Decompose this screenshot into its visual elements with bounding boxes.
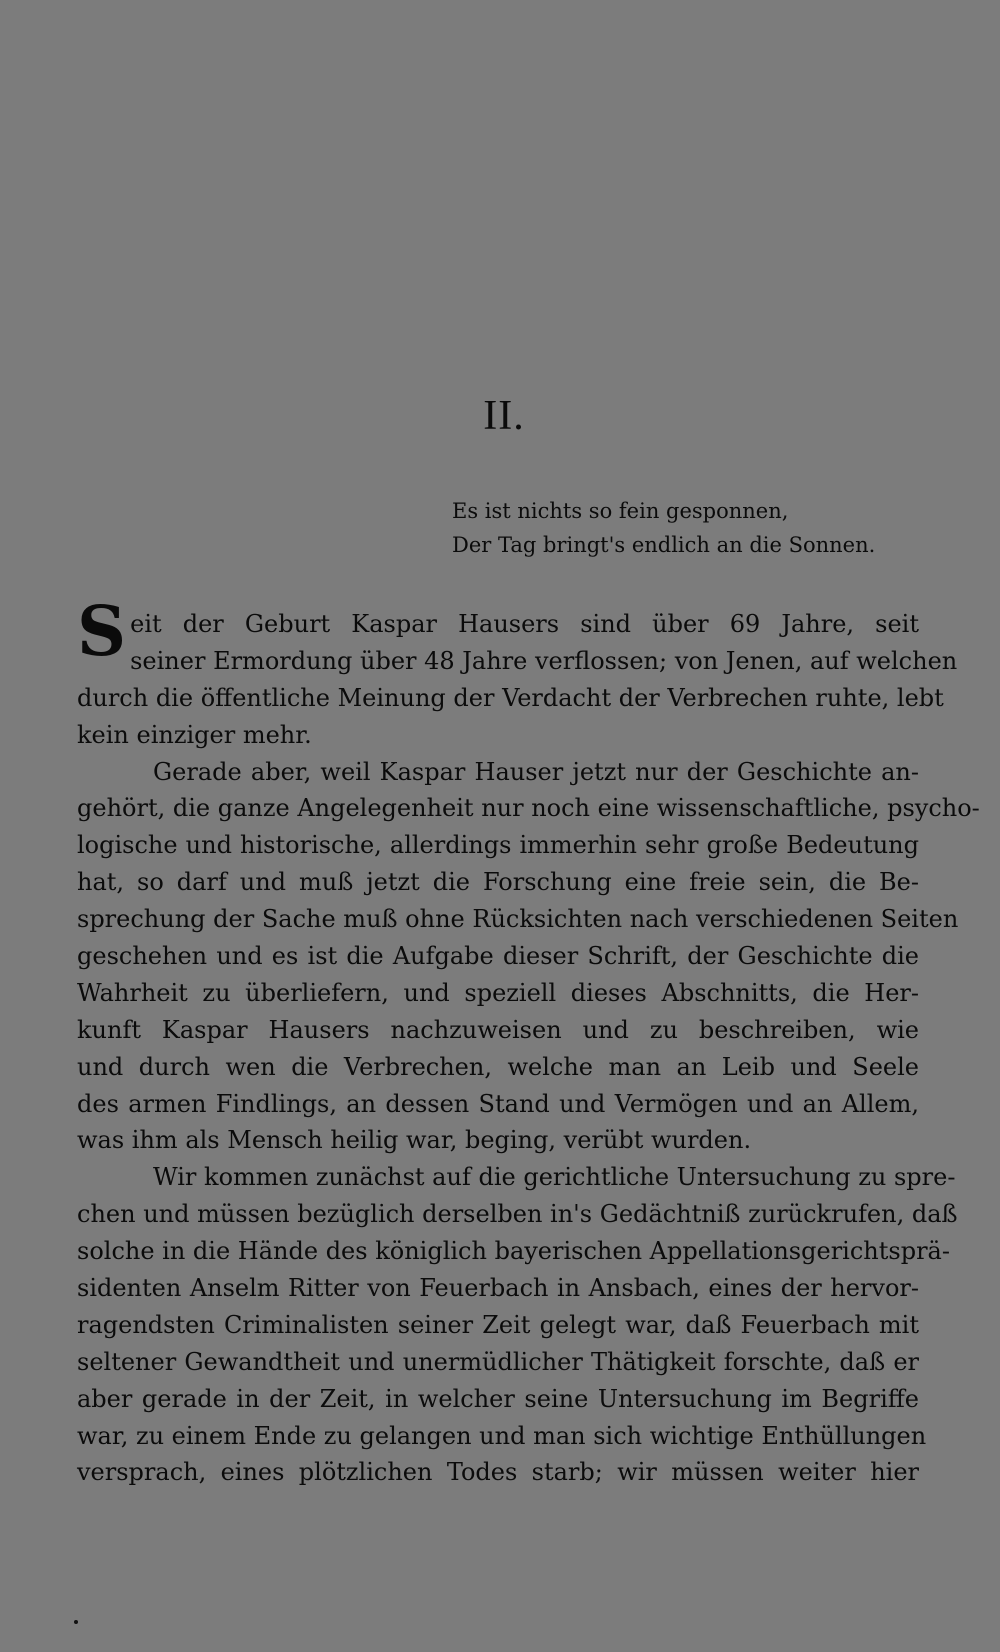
text-line: hat, so darf und muß jetzt die Forschung eine freie sein, die Be- [77,868,919,897]
text-line: Wahrheit zu überliefern, und speziell dieses Abschnitts, die Her- [77,978,919,1007]
text-line: des armen Findlings, an dessen Stand und Vermögen und an Allem, [77,1089,919,1118]
text-line: kein einziger mehr. [77,720,312,749]
text-line: gehört, die ganze Angelegenheit nur noch eine wissenschaftliche, psycho- [77,794,980,823]
text-line: sprechung der Sache muß ohne Rücksichten nach verschiedenen Seiten [77,905,959,934]
text-line: Wir kommen zunächst auf die gerichtliche Untersuchung zu spre- [153,1163,956,1192]
text-line: Gerade aber, weil Kaspar Hauser jetzt nur der Geschichte an- [153,757,919,786]
paragraph-1 [77,592,958,754]
text-line: seltener Gewandtheit und unermüdlicher Thätigkeit forschte, daß er [77,1347,919,1376]
text-line: logische und historische, allerdings immerhin sehr große Bedeutung [77,831,919,860]
text-line: was ihm als Mensch heilig war, beging, verübt wurden. [77,1126,752,1155]
epigraph-line: Es ist nichts so fein gesponnen, [452,499,789,523]
text-line: war, zu einem Ende zu gelangen und man sich wichtige Enthüllungen [77,1421,927,1450]
epigraph [452,494,875,562]
text-line: chen und müssen bezüglich derselben in's Gedächtniß zurückrufen, daß [77,1200,958,1229]
chapter-numeral: II. [483,393,525,439]
text-line: seiner Ermordung über 48 Jahre verflossen; von Jenen, auf welchen [130,646,958,675]
ink-speck [74,1620,78,1624]
body-text [77,592,980,1491]
drop-cap: S [77,592,127,672]
text-line: durch die öffentliche Meinung der Verdacht der Verbrechen ruhte, lebt [77,683,944,712]
text-line: aber gerade in der Zeit, in welcher seine Untersuchung im Begriffe [77,1384,919,1413]
paragraph-2 [77,754,980,1160]
text-line: solche in die Hände des königlich bayerischen Appellationsgerichtsprä- [77,1237,950,1266]
text-line: ragendsten Criminalisten seiner Zeit gelegt war, daß Feuerbach mit [77,1310,919,1339]
epigraph-line: Der Tag bringt's endlich an die Sonnen. [452,533,876,557]
text-line: kunft Kaspar Hausers nachzuweisen und zu beschreiben, wie [77,1015,919,1044]
text-line: eit der Geburt Kaspar Hausers sind über 69 Jahre, seit [130,610,919,638]
text-line: sidenten Anselm Ritter von Feuerbach in Ansbach, eines der hervor- [77,1274,919,1303]
text-line: und durch wen die Verbrechen, welche man an Leib und Seele [77,1052,919,1081]
text-line: geschehen und es ist die Aufgabe dieser Schrift, der Geschichte die [77,942,919,971]
text-line: versprach, eines plötzlichen Todes starb; wir müssen weiter hier [77,1458,919,1487]
paragraph-3 [77,1159,958,1491]
